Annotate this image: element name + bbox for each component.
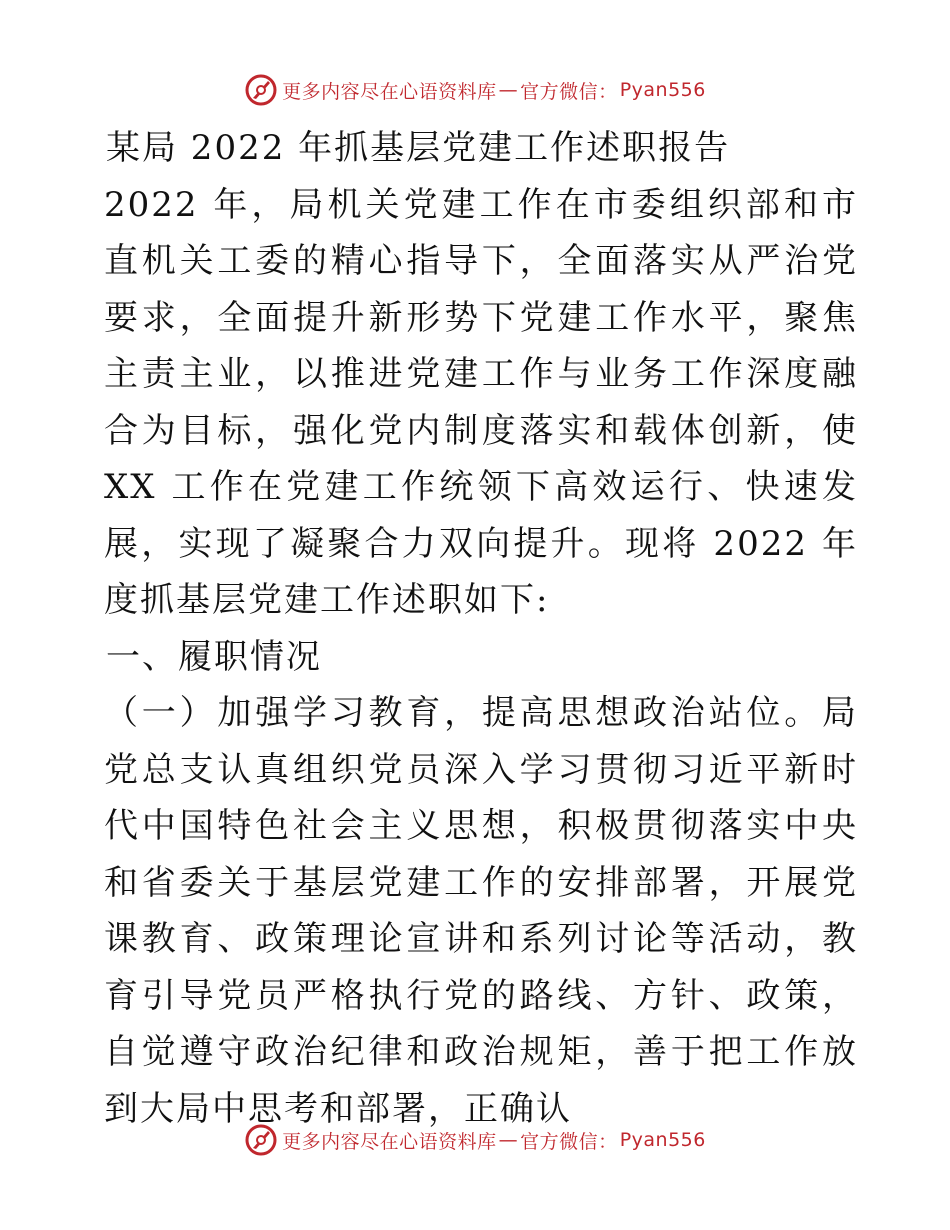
document-body: [98, 120, 858, 1137]
watermark-text-group: [282, 77, 706, 104]
section-heading: 一、履职情况: [106, 636, 322, 677]
watermark-footer: [0, 1120, 950, 1160]
watermark-wechat-label: 官方微信：: [520, 1130, 618, 1153]
watermark-separator: —: [498, 79, 519, 101]
watermark-text: 更多内容尽在心语资料库: [282, 1130, 497, 1153]
quill-logo-icon: [244, 73, 278, 107]
document-title: 某局 2022 年抓基层党建工作述职报告: [106, 128, 731, 168]
watermark-wechat-label: 官方微信：: [520, 80, 618, 103]
watermark-text-group: [282, 1127, 706, 1154]
watermark-handle: Pyan556: [619, 79, 706, 101]
watermark-header: [0, 70, 950, 110]
intro-paragraph: 2022 年，局机关党建工作在市委组织部和市直机关工委的精心指导下，全面落实从严治党要求，全面提升新形势下党建工作水平，聚焦主责主业，以推进党建工作与业务工作深度融合为目标，强化党内制度落实和载体创新，使 XX 工作在党建工作统领下高效运行、快速发展，实现了凝聚合力双向提升。现将 2022 年度抓基层党建工作述职如下:: [104, 184, 858, 620]
watermark-text: 更多内容尽在心语资料库: [282, 80, 497, 103]
watermark-handle: Pyan556: [619, 1129, 706, 1151]
watermark-separator: —: [498, 1129, 519, 1151]
section-paragraph: （一）加强学习教育，提高思想政治站位。局党总支认真组织党员深入学习贯彻习近平新时代中国特色社会主义思想，积极贯彻落实中央和省委关于基层党建工作的安排部署，开展党课教育、政策理论宣讲和系列讨论等活动，教育引导党员严格执行党的路线、方针、政策，自觉遵守政治纪律和政治规矩，善于把工作放到大局中思考和部署，正确认: [104, 693, 858, 1129]
quill-logo-icon: [244, 1123, 278, 1157]
